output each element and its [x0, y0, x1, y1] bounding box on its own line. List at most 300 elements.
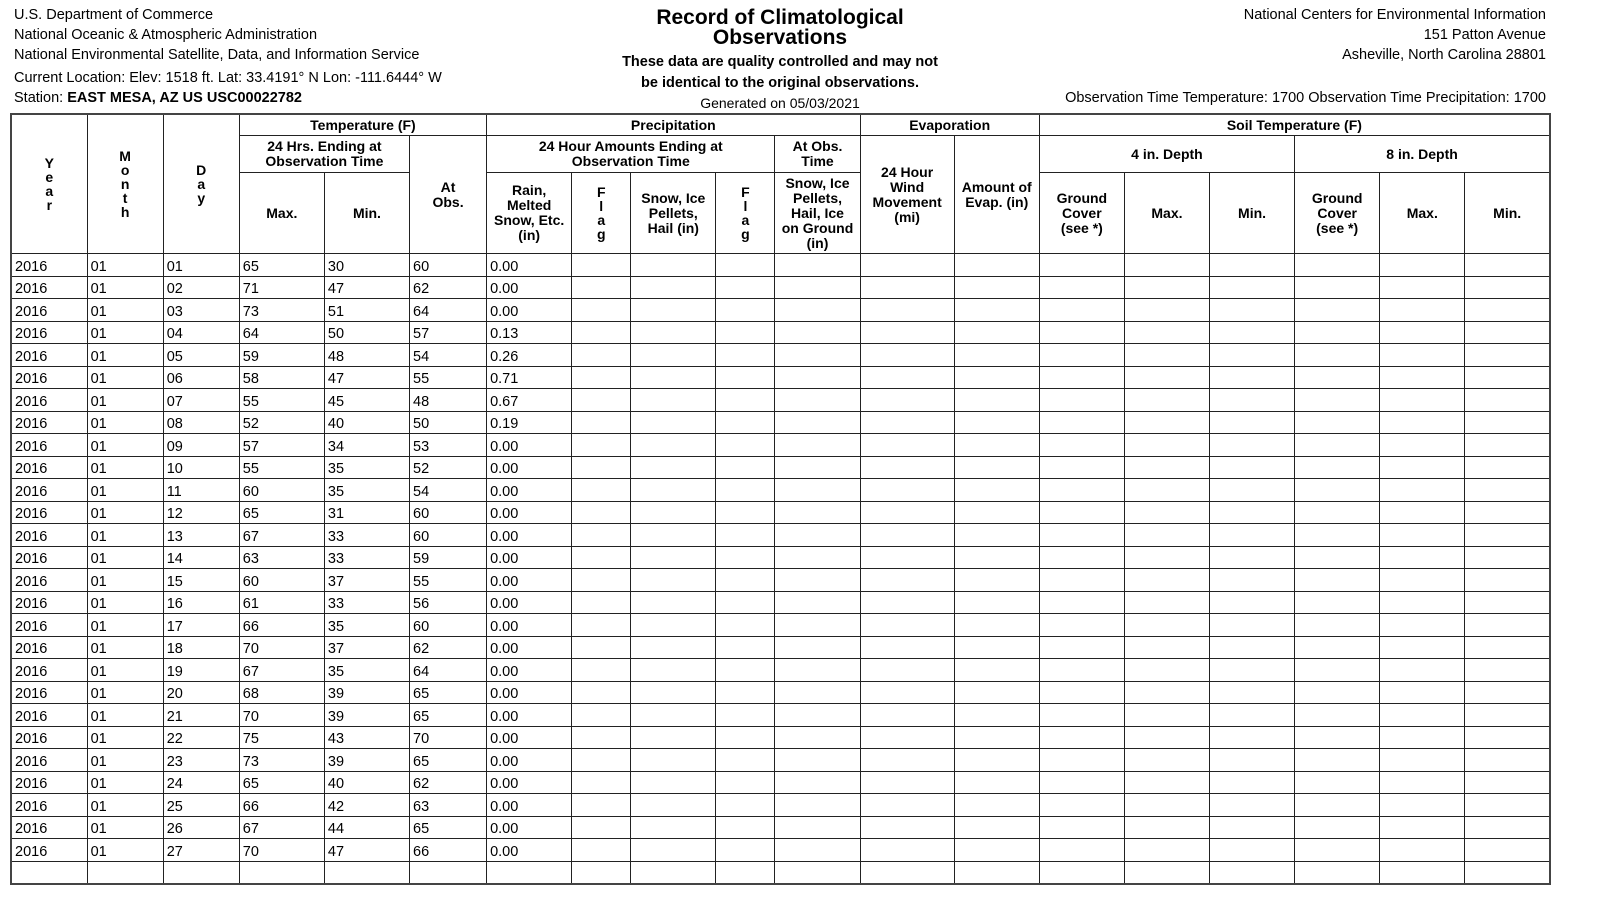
- cell-soil8-min: [1465, 299, 1550, 322]
- observation-times: Observation Time Temperature: 1700 Observation Time Precipitation: 1700: [1065, 90, 1546, 106]
- cell-soil4-min: [1210, 434, 1295, 457]
- header-text-line: Hail (in): [647, 219, 699, 236]
- cell-temp-at-obs: 60: [410, 524, 487, 547]
- cell-soil4-min: [1210, 344, 1295, 367]
- cell-month: 01: [87, 659, 163, 682]
- cell-temp-min: 39: [324, 704, 409, 727]
- temp-24hr-header: [239, 136, 409, 173]
- cell-snow: [631, 254, 716, 277]
- header-text-line: Movement: [872, 193, 942, 210]
- cell-soil4-ground-cover: [1039, 681, 1124, 704]
- cell-soil4-max: [1124, 726, 1209, 749]
- cell-soil4-ground-cover: [1039, 366, 1124, 389]
- cell-temp-max: 70: [239, 704, 324, 727]
- cell-soil8-ground-cover: [1295, 794, 1380, 817]
- cell-soil4-min: [1210, 321, 1295, 344]
- cell-soil4-max: [1124, 816, 1209, 839]
- cell-soil4-max: [1124, 636, 1209, 659]
- table-row: [11, 749, 1550, 772]
- cell-year: 2016: [11, 479, 87, 502]
- cell-temp-min: 35: [324, 659, 409, 682]
- cell-temp-max: 63: [239, 546, 324, 569]
- cell-soil8-ground-cover: [1295, 749, 1380, 772]
- cell-rain-flag: [572, 681, 631, 704]
- cell-soil8-min: [1465, 456, 1550, 479]
- cell-temp-at-obs: 57: [410, 321, 487, 344]
- header-text-line: Ground: [1056, 189, 1108, 206]
- cell-temp-at-obs: 60: [410, 254, 487, 277]
- cell-soil4-min: [1210, 816, 1295, 839]
- cell-month: 01: [87, 366, 163, 389]
- cell-wind-movement: [860, 636, 954, 659]
- ncei-name: National Centers for Environmental Information: [1243, 7, 1546, 23]
- cell-soil8-max: [1380, 816, 1465, 839]
- cell-soil8-ground-cover: [1295, 816, 1380, 839]
- header-text-line: F: [596, 184, 606, 200]
- cell-rain: 0.00: [487, 726, 572, 749]
- cell-evap-amount: [954, 591, 1039, 614]
- cell-day: 08: [163, 411, 239, 434]
- cell-wind-movement: [860, 681, 954, 704]
- cell-soil8-max: [1380, 321, 1465, 344]
- header-text-line: a: [597, 212, 606, 228]
- cell-soil4-min: [1210, 614, 1295, 637]
- cell-temp-min: 33: [324, 546, 409, 569]
- cell-temp-at-obs: 65: [410, 749, 487, 772]
- cell-month: 01: [87, 546, 163, 569]
- cell-rain: 0.00: [487, 569, 572, 592]
- cell-day: 12: [163, 501, 239, 524]
- cell-soil8-min: [1465, 254, 1550, 277]
- cell-temp-max: 58: [239, 366, 324, 389]
- header-text-line: F: [741, 184, 750, 200]
- cell-day: 19: [163, 659, 239, 682]
- cell-snow: [631, 524, 716, 547]
- cell-temp-at-obs: 63: [410, 794, 487, 817]
- cell-snow-flag: [716, 569, 775, 592]
- col-soil8-max-header: Max.: [1380, 173, 1465, 254]
- cell-temp-max: 75: [239, 726, 324, 749]
- cell-rain: 0.67: [487, 389, 572, 412]
- cell-soil4-min: [1210, 839, 1295, 862]
- cell-snow-ground: [775, 681, 860, 704]
- quality-note-line2: be identical to the original observations.: [641, 75, 919, 91]
- table-row: [11, 569, 1550, 592]
- cell-soil8-ground-cover: [1295, 726, 1380, 749]
- cell-day: 09: [163, 434, 239, 457]
- report-title-block: [580, 8, 980, 112]
- cell-soil8-ground-cover: [1295, 366, 1380, 389]
- header-text-line: Evap. (in): [965, 193, 1029, 210]
- cell-rain-flag: [572, 276, 631, 299]
- cell-soil8-min: [1465, 569, 1550, 592]
- cell-soil4-min: [1210, 366, 1295, 389]
- cell-temp-at-obs: 55: [410, 569, 487, 592]
- cell-temp-max: 60: [239, 569, 324, 592]
- cell-temp-max: 66: [239, 614, 324, 637]
- cell-soil4-max: [1124, 501, 1209, 524]
- cell-year: 2016: [11, 749, 87, 772]
- col-soil4-ground-cover-header: [1039, 173, 1124, 254]
- cell-wind-movement: [860, 614, 954, 637]
- cell-evap-amount: [954, 456, 1039, 479]
- cell-wind-movement: [860, 794, 954, 817]
- cell-soil4-min: [1210, 479, 1295, 502]
- cell-temp-at-obs: 54: [410, 344, 487, 367]
- cell-rain-flag: [572, 816, 631, 839]
- cell-soil4-max: [1124, 659, 1209, 682]
- cell-temp-min: [324, 861, 409, 884]
- cell-month: 01: [87, 254, 163, 277]
- table-row: [11, 276, 1550, 299]
- table-row: [11, 456, 1550, 479]
- cell-soil4-max: [1124, 569, 1209, 592]
- cell-snow-flag: [716, 321, 775, 344]
- cell-evap-amount: [954, 614, 1039, 637]
- cell-snow: [631, 726, 716, 749]
- cell-wind-movement: [860, 861, 954, 884]
- cell-soil4-min: [1210, 861, 1295, 884]
- cell-wind-movement: [860, 839, 954, 862]
- header-text-line: 24 Hour: [881, 163, 934, 180]
- cell-temp-at-obs: 62: [410, 636, 487, 659]
- cell-rain: 0.00: [487, 636, 572, 659]
- cell-snow: [631, 366, 716, 389]
- cell-soil4-ground-cover: [1039, 816, 1124, 839]
- cell-day: 05: [163, 344, 239, 367]
- table-row: [11, 344, 1550, 367]
- header-text-line: l: [743, 198, 748, 214]
- cell-temp-max: 60: [239, 479, 324, 502]
- cell-month: 01: [87, 771, 163, 794]
- cell-rain: 0.00: [487, 456, 572, 479]
- cell-soil4-max: [1124, 276, 1209, 299]
- cell-wind-movement: [860, 546, 954, 569]
- cell-day: 23: [163, 749, 239, 772]
- cell-rain-flag: [572, 546, 631, 569]
- cell-soil4-ground-cover: [1039, 434, 1124, 457]
- cell-year: 2016: [11, 254, 87, 277]
- cell-soil8-min: [1465, 479, 1550, 502]
- cell-wind-movement: [860, 456, 954, 479]
- cell-rain: 0.00: [487, 524, 572, 547]
- cell-rain-flag: [572, 366, 631, 389]
- cell-rain: 0.00: [487, 434, 572, 457]
- header-text-line: Observation Time: [265, 153, 384, 169]
- cell-soil8-max: [1380, 614, 1465, 637]
- quality-note-line1: These data are quality controlled and may not: [622, 54, 938, 70]
- cell-snow-ground: [775, 456, 860, 479]
- cell-month: 01: [87, 479, 163, 502]
- cell-soil8-max: [1380, 546, 1465, 569]
- cell-snow-flag: [716, 636, 775, 659]
- cell-soil8-ground-cover: [1295, 704, 1380, 727]
- cell-rain: 0.00: [487, 299, 572, 322]
- cell-soil8-max: [1380, 411, 1465, 434]
- cell-soil8-max: [1380, 704, 1465, 727]
- cell-snow: [631, 839, 716, 862]
- cell-rain-flag: [572, 861, 631, 884]
- cell-snow-ground: [775, 659, 860, 682]
- table-row: [11, 636, 1550, 659]
- cell-temp-at-obs: 50: [410, 411, 487, 434]
- cell-temp-min: 47: [324, 276, 409, 299]
- cell-day: 14: [163, 546, 239, 569]
- cell-temp-at-obs: 70: [410, 726, 487, 749]
- cell-year: 2016: [11, 546, 87, 569]
- station-value: EAST MESA, AZ US USC00022782: [67, 90, 302, 106]
- cell-temp-min: 35: [324, 456, 409, 479]
- cell-snow-flag: [716, 479, 775, 502]
- cell-year: 2016: [11, 704, 87, 727]
- cell-evap-amount: [954, 749, 1039, 772]
- cell-soil8-ground-cover: [1295, 771, 1380, 794]
- cell-month: 01: [87, 704, 163, 727]
- cell-snow-flag: [716, 254, 775, 277]
- cell-snow-flag: [716, 659, 775, 682]
- cell-rain: 0.00: [487, 614, 572, 637]
- cell-wind-movement: [860, 816, 954, 839]
- cell-soil8-ground-cover: [1295, 276, 1380, 299]
- cell-rain: 0.00: [487, 254, 572, 277]
- cell-soil8-ground-cover: [1295, 479, 1380, 502]
- cell-snow-ground: [775, 546, 860, 569]
- cell-temp-at-obs: 60: [410, 501, 487, 524]
- cell-soil8-ground-cover: [1295, 569, 1380, 592]
- group-evaporation-header: Evaporation: [860, 114, 1039, 136]
- cell-snow-ground: [775, 344, 860, 367]
- cell-soil8-max: [1380, 726, 1465, 749]
- cell-soil8-min: [1465, 726, 1550, 749]
- cell-rain: 0.13: [487, 321, 572, 344]
- cell-soil8-max: [1380, 794, 1465, 817]
- cell-soil4-ground-cover: [1039, 299, 1124, 322]
- cell-temp-min: 34: [324, 434, 409, 457]
- cell-soil8-max: [1380, 749, 1465, 772]
- cell-soil4-min: [1210, 456, 1295, 479]
- cell-day: 18: [163, 636, 239, 659]
- cell-day: 06: [163, 366, 239, 389]
- cell-soil4-ground-cover: [1039, 524, 1124, 547]
- header-text-line: Snow, Etc.: [494, 212, 565, 228]
- cell-month: 01: [87, 839, 163, 862]
- cell-soil4-min: [1210, 771, 1295, 794]
- cell-day: 15: [163, 569, 239, 592]
- agency-line-noaa: National Oceanic & Atmospheric Administration: [14, 27, 318, 43]
- cell-snow-flag: [716, 614, 775, 637]
- soil-4in-header: 4 in. Depth: [1039, 136, 1294, 173]
- ncei-address: [1244, 5, 1546, 65]
- table-row: [11, 501, 1550, 524]
- cell-snow-flag: [716, 771, 775, 794]
- cell-soil4-max: [1124, 366, 1209, 389]
- cell-soil8-min: [1465, 501, 1550, 524]
- cell-rain-flag: [572, 569, 631, 592]
- cell-month: 01: [87, 591, 163, 614]
- cell-snow-flag: [716, 276, 775, 299]
- cell-month: 01: [87, 569, 163, 592]
- cell-year: 2016: [11, 681, 87, 704]
- cell-evap-amount: [954, 524, 1039, 547]
- cell-year: 2016: [11, 276, 87, 299]
- header-text-line: r: [46, 197, 53, 213]
- cell-soil4-max: [1124, 749, 1209, 772]
- cell-day: 21: [163, 704, 239, 727]
- cell-year: 2016: [11, 839, 87, 862]
- cell-year: 2016: [11, 456, 87, 479]
- cell-temp-min: 39: [324, 749, 409, 772]
- header-text-line: g: [741, 226, 750, 242]
- cell-wind-movement: [860, 591, 954, 614]
- table-row: [11, 479, 1550, 502]
- cell-day: 13: [163, 524, 239, 547]
- cell-temp-at-obs: 59: [410, 546, 487, 569]
- cell-soil8-ground-cover: [1295, 389, 1380, 412]
- cell-rain: 0.00: [487, 276, 572, 299]
- cell-temp-min: 43: [324, 726, 409, 749]
- cell-snow-ground: [775, 636, 860, 659]
- cell-soil8-max: [1380, 501, 1465, 524]
- cell-year: 2016: [11, 344, 87, 367]
- header-text-line: a: [197, 176, 206, 192]
- cell-year: 2016: [11, 321, 87, 344]
- header-text-line: Pellets,: [792, 189, 843, 206]
- col-temp-min-header: Min.: [324, 173, 409, 254]
- cell-soil4-max: [1124, 389, 1209, 412]
- cell-temp-min: 35: [324, 479, 409, 502]
- cell-evap-amount: [954, 816, 1039, 839]
- cell-year: 2016: [11, 389, 87, 412]
- cell-soil4-min: [1210, 726, 1295, 749]
- cell-soil8-min: [1465, 659, 1550, 682]
- cell-temp-min: 33: [324, 591, 409, 614]
- cell-soil4-min: [1210, 569, 1295, 592]
- cell-wind-movement: [860, 276, 954, 299]
- cell-wind-movement: [860, 434, 954, 457]
- cell-soil4-ground-cover: [1039, 636, 1124, 659]
- header-text-line: Cover: [1061, 204, 1102, 221]
- cell-soil8-min: [1465, 839, 1550, 862]
- cell-soil4-max: [1124, 704, 1209, 727]
- cell-temp-min: 39: [324, 681, 409, 704]
- cell-temp-at-obs: 56: [410, 591, 487, 614]
- cell-wind-movement: [860, 254, 954, 277]
- cell-soil8-min: [1465, 614, 1550, 637]
- agency-info: [14, 5, 442, 108]
- cell-soil4-min: [1210, 681, 1295, 704]
- table-row: [11, 321, 1550, 344]
- cell-snow-ground: [775, 321, 860, 344]
- cell-snow: [631, 794, 716, 817]
- cell-soil8-ground-cover: [1295, 321, 1380, 344]
- cell-soil4-max: [1124, 344, 1209, 367]
- cell-snow: [631, 771, 716, 794]
- cell-evap-amount: [954, 569, 1039, 592]
- cell-soil4-min: [1210, 704, 1295, 727]
- cell-day: 11: [163, 479, 239, 502]
- col-rain-flag-header: [572, 173, 631, 254]
- cell-soil8-ground-cover: [1295, 839, 1380, 862]
- header-text-line: At: [440, 178, 456, 195]
- col-soil4-min-header: Min.: [1210, 173, 1295, 254]
- cell-snow-flag: [716, 389, 775, 412]
- cell-snow-ground: [775, 479, 860, 502]
- precip-24hr-header: [487, 136, 775, 173]
- cell-soil4-max: [1124, 794, 1209, 817]
- cell-soil4-max: [1124, 591, 1209, 614]
- cell-soil8-ground-cover: [1295, 456, 1380, 479]
- cell-soil8-min: [1465, 704, 1550, 727]
- table-row: [11, 254, 1550, 277]
- cell-month: 01: [87, 614, 163, 637]
- cell-snow-ground: [775, 389, 860, 412]
- cell-year: 2016: [11, 524, 87, 547]
- cell-temp-min: 50: [324, 321, 409, 344]
- cell-soil4-ground-cover: [1039, 591, 1124, 614]
- table-row: [11, 591, 1550, 614]
- cell-rain-flag: [572, 524, 631, 547]
- soil-8in-header: 8 in. Depth: [1295, 136, 1550, 173]
- cell-soil4-ground-cover: [1039, 344, 1124, 367]
- cell-snow-ground: [775, 411, 860, 434]
- cell-soil8-max: [1380, 366, 1465, 389]
- header-text-line: At Obs.: [792, 138, 843, 154]
- cell-evap-amount: [954, 726, 1039, 749]
- cell-soil4-min: [1210, 276, 1295, 299]
- cell-wind-movement: [860, 726, 954, 749]
- cell-soil8-ground-cover: [1295, 254, 1380, 277]
- cell-soil8-max: [1380, 636, 1465, 659]
- cell-snow-ground: [775, 771, 860, 794]
- header-text-line: Melted: [506, 197, 552, 213]
- cell-month: 01: [87, 726, 163, 749]
- cell-snow: [631, 546, 716, 569]
- table-row: [11, 434, 1550, 457]
- header-text-line: Amount of: [961, 178, 1032, 195]
- cell-soil4-max: [1124, 839, 1209, 862]
- cell-soil8-min: [1465, 681, 1550, 704]
- cell-soil4-min: [1210, 659, 1295, 682]
- cell-snow: [631, 501, 716, 524]
- cell-rain: 0.19: [487, 411, 572, 434]
- cell-year: 2016: [11, 591, 87, 614]
- cell-temp-at-obs: 66: [410, 839, 487, 862]
- cell-temp-at-obs: 64: [410, 299, 487, 322]
- cell-month: 01: [87, 681, 163, 704]
- cell-day: 03: [163, 299, 239, 322]
- col-soil4-max-header: Max.: [1124, 173, 1209, 254]
- cell-rain: 0.00: [487, 479, 572, 502]
- cell-soil8-max: [1380, 659, 1465, 682]
- header-text-line: (in): [806, 234, 829, 251]
- cell-temp-max: 73: [239, 749, 324, 772]
- col-year-header: [11, 114, 87, 254]
- cell-year: 2016: [11, 659, 87, 682]
- cell-snow-flag: [716, 749, 775, 772]
- cell-soil8-max: [1380, 839, 1465, 862]
- cell-soil8-min: [1465, 749, 1550, 772]
- col-snow-header: [631, 173, 716, 254]
- cell-temp-max: 55: [239, 456, 324, 479]
- header-text-line: Pellets,: [648, 204, 698, 221]
- cell-temp-min: 51: [324, 299, 409, 322]
- cell-day: 25: [163, 794, 239, 817]
- header-text-line: l: [599, 198, 604, 214]
- header-text-line: g: [596, 226, 606, 242]
- cell-rain-flag: [572, 771, 631, 794]
- cell-soil4-ground-cover: [1039, 861, 1124, 884]
- cell-temp-min: 35: [324, 614, 409, 637]
